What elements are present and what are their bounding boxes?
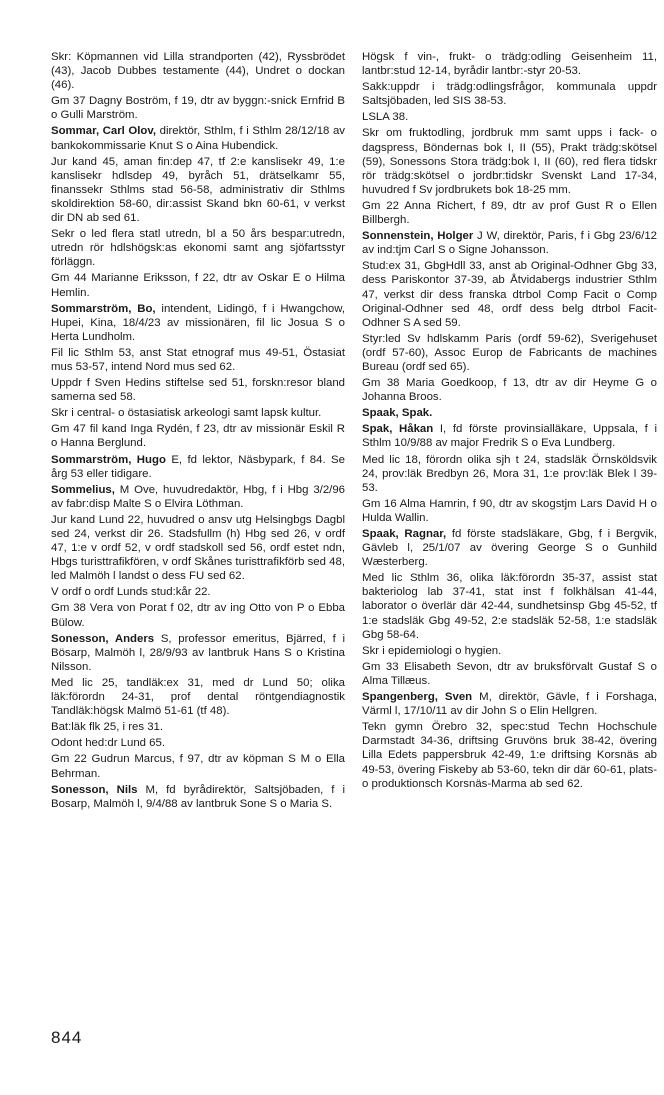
entry-name: Spak, Håkan [362, 423, 434, 436]
entry-paragraph [362, 497, 657, 525]
entry-name: Sonnenstein, Holger [362, 230, 474, 243]
entry-name: Spaak, Spak. [362, 407, 433, 420]
entry-paragraph [51, 585, 345, 599]
entry-paragraph [362, 126, 657, 196]
entry-paragraph [51, 302, 345, 344]
entry-paragraph [362, 453, 657, 495]
entry-text: Gm 44 Marianne Eriksson, f 22, dtr av Oskar E o Hilma Hemlin. [51, 272, 345, 299]
entry-text: Gm 22 Gudrun Marcus, f 97, dtr av köpman S M o Ella Behrman. [51, 753, 345, 780]
entry-paragraph [51, 271, 345, 299]
entry-text: Stud:ex 31, GbgHdll 33, anst ab Original-Odhner Gbg 33, dess Pariskontor 37-39, ab Åtvidabergs industrier Sthlm 47, verkst dir dess franska dtrbol Comp Facit o Comp Original-Odhner sed 48, ordf dess belg dtrbol Facit-Odhner S A sed 59. [362, 260, 657, 329]
entry-text: E, fd lektor, Näsbypark, f 84. Se årg 53 eller tidigare. [51, 453, 345, 480]
entry-paragraph [362, 259, 657, 329]
left-column [51, 50, 345, 813]
entry-paragraph [51, 720, 345, 734]
entry-paragraph [51, 346, 345, 374]
entry-paragraph [362, 406, 657, 420]
entry-paragraph [51, 601, 345, 629]
entry-text: Gm 16 Alma Hamrin, f 90, dtr av skogstjm Lars David H o Hulda Wallin. [362, 497, 657, 524]
entry-paragraph [51, 453, 345, 481]
entry-text: direktör, Sthlm, f i Sthlm 28/12/18 av bankokommissarie Knut S o Aina Hubendick. [51, 125, 345, 152]
entry-text: Odont hed:dr Lund 65. [51, 737, 165, 750]
entry-paragraph [362, 644, 657, 658]
entry-paragraph [362, 571, 657, 641]
entry-paragraph [51, 376, 345, 404]
entry-text: Skr om fruktodling, jordbruk mm samt upps i fack- o dagspress, Böndernas bok I, II (55), Prakt trädg:skötsel (59), Sonessons Stora trädg:bok I, II (60), red flera tidskr rör trädg:skötsel o jordbr:tidskr Svenskt Land 17-34, huvudred f Sv jordbrukets bok 18-25 mm. [362, 127, 657, 196]
entry-paragraph [362, 690, 657, 718]
entry-name: Sommar, Carl Olov, [51, 125, 157, 138]
entry-paragraph [51, 736, 345, 750]
entry-paragraph [51, 783, 345, 811]
entry-paragraph [362, 332, 657, 374]
entry-name: Sommarström, Bo, [51, 302, 156, 315]
entry-paragraph [51, 752, 345, 780]
entry-text: Jur kand 45, aman fin:dep 47, tf 2:e kanslisekr 49, 1:e kanslisekr hdlsdep 49, byråch 51, drätselkamr 55, finanssekr Sthlms stad 56-58, administrativ dir Sthlms skoldirektion 58-60, dir:assist Skand bkn 60-61, v verkst dir DN ab sed 61. [51, 155, 345, 225]
entry-paragraph [362, 199, 657, 227]
entry-text: Uppdr f Sven Hedins stiftelse sed 51, forskn:resor bland samerna sed 58. [51, 377, 345, 404]
entry-text: fd förste stadsläkare, Gbg, f i Bergvik, Gävleb l, 25/1/07 av övering George S o Gunhild Wæsterberg. [362, 528, 657, 569]
entry-text: Sekr o led flera statl utredn, bl a 50 års bespar:utredn, utredn rör hdlshögsk:as ekonomi samt ang sjöfartsstyr förläggn. [51, 228, 345, 269]
entry-text: I, fd förste provinsialläkare, Uppsala, f i Sthlm 10/9/88 av major Fredrik S o Eva Lundberg. [362, 423, 657, 450]
entry-paragraph [362, 80, 657, 108]
entry-paragraph [51, 483, 345, 511]
entry-paragraph [51, 94, 345, 122]
entry-text: M Ove, huvudredaktör, Hbg, f i Hbg 3/2/96 av fabr:disp Malte S o Elvira Löthman. [51, 483, 345, 510]
entry-text: Skr i epidemiologi o hygien. [362, 644, 502, 657]
entry-name: Spangenberg, Sven [362, 691, 473, 704]
entry-text: Jur kand Lund 22, huvudred o ansv utg Helsingbgs Dagbl sed 24, verkst dir 26. Stadsfullm (h) Hbg sed 26, v ordf 47, 1:e v ordf 52, v ordf stadskoll sed 56, ordf estet ndn, Hbgs turisttrafikfören, v ordf Skånes turisttrafikförb sed 48, led Malmöh l landst o dess FU sed 62. [51, 513, 345, 583]
entry-name: Sommelius, [51, 483, 115, 496]
entry-paragraph [362, 376, 657, 404]
entry-text: V ordf o ordf Lunds stud:kår 22. [51, 586, 211, 599]
entry-text: intendent, Lidingö, f i Hwangchow, Hupei, Kina, 18/4/23 av missionären, fil lic Josua S o Herta Lundholm. [51, 302, 346, 343]
entry-text: Tekn gymn Örebro 32, spec:stud Techn Hochschule Darmstadt 34-36, driftsing Gruvöns bruk 38-42, övering Lilla Edets pappersbruk 42-49, 1:e driftsing Korsnäs ab 49-53, övering Fiskeby ab 53-60, tekn dir där 60-61, plats- o produktionsch Korsnäs-Marma ab sed 62. [362, 721, 657, 790]
entry-paragraph [51, 632, 345, 674]
entry-text: J W, direktör, Paris, f i Gbg 23/6/12 av ind:tjm Carl S o Signe Johansson. [362, 230, 657, 257]
entry-text: Med lic 18, förordn olika sjh t 24, stadsläk Örnsköldsvik 24, prov:läk Bredbyn 26, Mora 31, 1:e prov:läk Blek l 39-53. [362, 453, 657, 494]
entry-paragraph [51, 124, 345, 152]
entry-name: Sommarström, Hugo [51, 453, 166, 466]
entry-text: Högsk f vin-, frukt- o trädg:odling Geisenheim 11, lantbr:stud 12-14, byrådir lantbr:-styr 20-53. [362, 51, 657, 78]
entry-name: Sonesson, Anders [51, 632, 155, 645]
entry-text: Sakk:uppdr i trädg:odlingsfrågor, kommunala uppdr Saltsjöbaden, led SIS 38-53. [362, 81, 657, 108]
entry-paragraph [362, 422, 657, 450]
entry-text: M, fd byrådirektör, Saltsjöbaden, f i Bosarp, Malmöh l, 9/4/88 av lantbruk Sone S o Maria S. [51, 783, 345, 810]
entry-name: Sonesson, Nils [51, 783, 138, 796]
entry-paragraph [362, 50, 657, 78]
entry-paragraph [51, 676, 345, 718]
entry-paragraph [51, 513, 345, 583]
entry-paragraph [51, 50, 345, 92]
entry-text: S, professor emeritus, Bjärred, f i Bösarp, Malmöh l, 28/9/93 av lantbruk Hans S o Kristina Nilsson. [51, 632, 345, 673]
entry-text: Styr:led Sv hdlskamm Paris (ordf 59-62), Sverigehuset (ordf 57-60), Assoc Europ de Fabricants de machines Bureau (ordf sed 65). [362, 332, 657, 373]
entry-paragraph [51, 155, 345, 225]
entry-paragraph [51, 422, 345, 450]
entry-text: Gm 38 Maria Goedkoop, f 13, dtr av dir Heyme G o Johanna Broos. [362, 377, 657, 404]
entry-paragraph [362, 229, 657, 257]
entry-text: Fil lic Sthlm 53, anst Stat etnograf mus 49-51, Östasiat mus 53-57, intend Nord mus sed 62. [51, 346, 345, 373]
entry-text: Gm 37 Dagny Boström, f 19, dtr av byggn:-snick Ernfrid B o Gulli Marström. [51, 95, 345, 122]
entry-paragraph [362, 660, 657, 688]
entry-text: Gm 33 Elisabeth Sevon, dtr av bruksförvalt Gustaf S o Alma Tillæus. [362, 660, 657, 687]
entry-paragraph [51, 406, 345, 420]
entry-text: Gm 47 fil kand Inga Rydén, f 23, dtr av missionär Eskil R o Hanna Berglund. [51, 423, 345, 450]
entry-paragraph [51, 227, 345, 269]
entry-text: Gm 38 Vera von Porat f 02, dtr av ing Otto von P o Ebba Bülow. [51, 602, 345, 629]
entry-text: Bat:läk flk 25, i res 31. [51, 721, 164, 734]
entry-text: Med lic Sthlm 36, olika läk:förordn 35-37, assist stat bakteriolog lab 37-41, stat inst f folkhälsan 41-44, laborator o överlär där 42-44, sundhetsinsp Gbg 45-52, tf 1:e stadsläk Gbg 49-52, 2:e stadsläk 52-58, 1:e stadsläk Gbg 58-64. [362, 572, 657, 641]
entry-text: LSLA 38. [362, 111, 409, 124]
entry-text: Med lic 25, tandläk:ex 31, med dr Lund 50; olika läk:förordn 24-31, prof dental röntgendiagnostik Tandläk:högsk Malmö 51-61 (tf 48). [51, 676, 345, 718]
entry-paragraph [362, 527, 657, 569]
entry-paragraph [362, 110, 657, 124]
entry-text: M, direktör, Gävle, f i Forshaga, Värml l, 17/10/11 av dir John S o Elin Hellgren. [362, 691, 657, 718]
right-column [362, 50, 657, 793]
entry-paragraph [362, 720, 657, 790]
entry-text: Gm 22 Anna Richert, f 89, dtr av prof Gust R o Ellen Billbergh. [362, 199, 657, 227]
entry-text: Skr i central- o östasiatisk arkeologi samt lapsk kultur. [51, 407, 322, 420]
entry-text: Skr: Köpmannen vid Lilla strandporten (42), Ryssbrödet (43), Jacob Dubbes testamente (44), Undret o dockan (46). [51, 51, 345, 92]
page-number: 844 [51, 1028, 83, 1047]
entry-name: Spaak, Ragnar, [362, 528, 447, 540]
